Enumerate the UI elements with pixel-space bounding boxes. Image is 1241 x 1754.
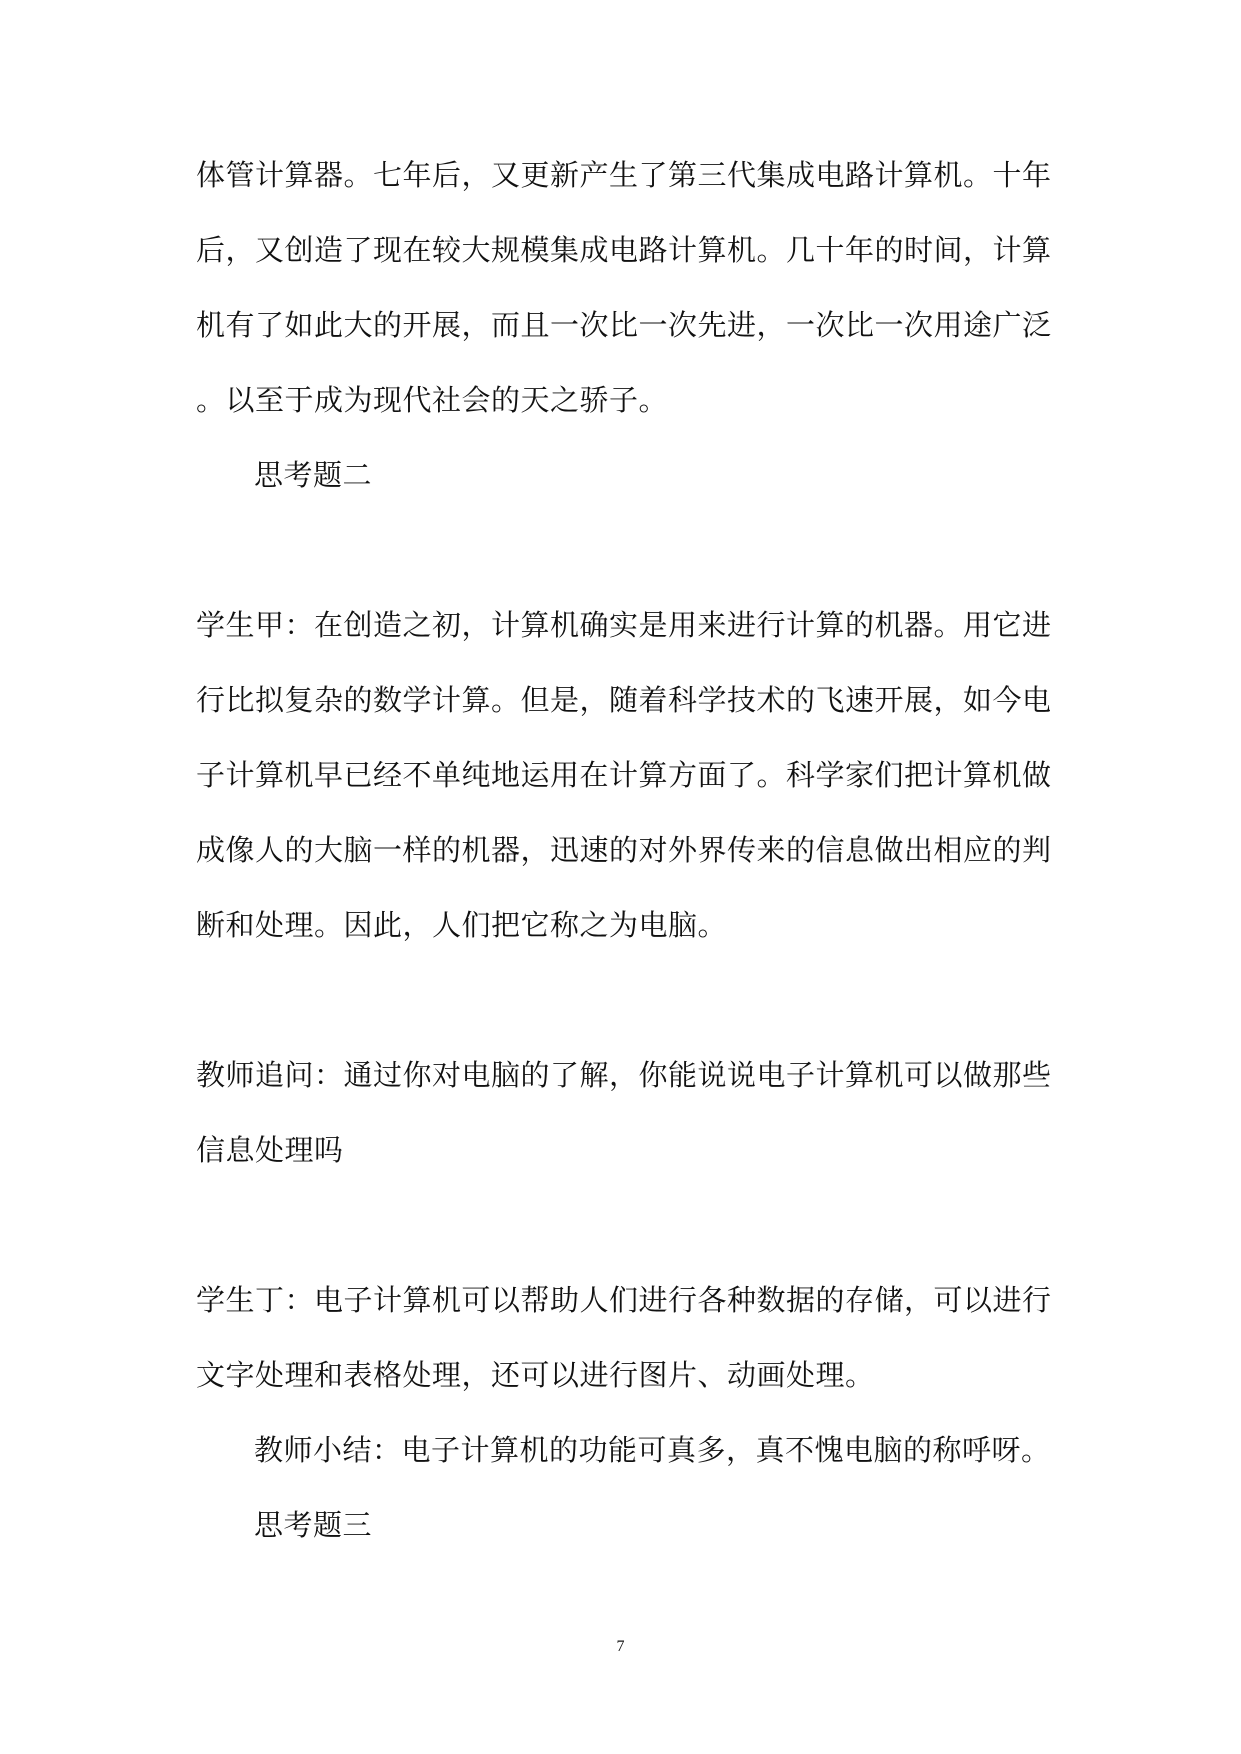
paragraph-line: 文字处理和表格处理，还可以进行图片、动画处理。 bbox=[196, 1358, 875, 1392]
paragraph-line: 体管计算器。七年后，又更新产生了第三代集成电路计算机。十年 bbox=[196, 158, 1052, 192]
paragraph-line: 学生甲：在创造之初，计算机确实是用来进行计算的机器。用它进 bbox=[196, 608, 1052, 642]
paragraph-line: 。以至于成为现代社会的天之骄子。 bbox=[196, 383, 669, 417]
paragraph-line: 行比拟复杂的数学计算。但是，随着科学技术的飞速开展，如今电 bbox=[196, 683, 1052, 717]
paragraph-line: 教师小结：电子计算机的功能可真多，真不愧电脑的称呼呀。 bbox=[254, 1433, 1051, 1467]
paragraph-line: 成像人的大脑一样的机器，迅速的对外界传来的信息做出相应的判 bbox=[196, 833, 1052, 867]
section-heading: 思考题二 bbox=[254, 458, 373, 492]
paragraph-line: 子计算机早已经不单纯地运用在计算方面了。科学家们把计算机做 bbox=[196, 758, 1052, 792]
paragraph-line: 断和处理。因此，人们把它称之为电脑。 bbox=[196, 908, 728, 942]
paragraph-line: 信息处理吗 bbox=[196, 1133, 344, 1167]
paragraph-line: 后，又创造了现在较大规模集成电路计算机。几十年的时间，计算 bbox=[196, 233, 1052, 267]
section-heading: 思考题三 bbox=[254, 1508, 373, 1542]
paragraph-line: 机有了如此大的开展，而且一次比一次先进，一次比一次用途广泛 bbox=[196, 308, 1052, 342]
page-number: 7 bbox=[616, 1638, 625, 1655]
paragraph-line: 学生丁：电子计算机可以帮助人们进行各种数据的存储，可以进行 bbox=[196, 1283, 1052, 1317]
paragraph-line: 教师追问：通过你对电脑的了解，你能说说电子计算机可以做那些 bbox=[196, 1058, 1052, 1092]
